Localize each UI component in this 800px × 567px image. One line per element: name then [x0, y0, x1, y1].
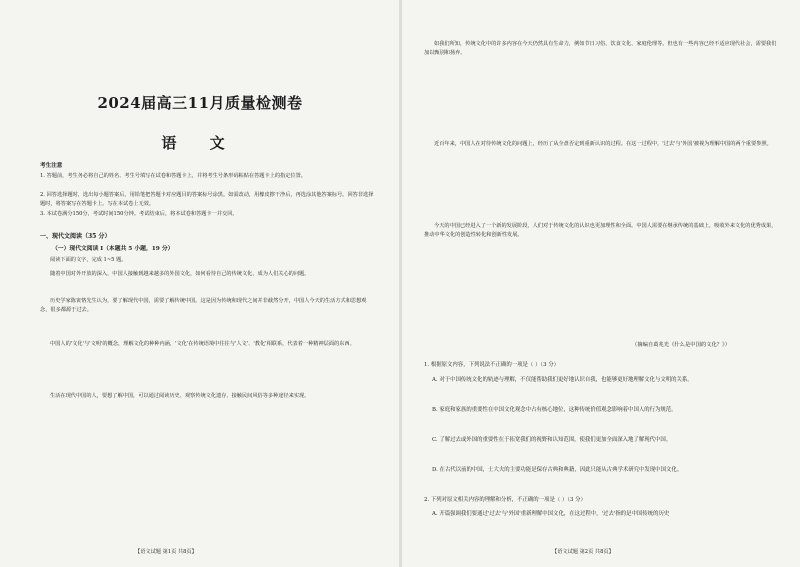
question-option[interactable]: A. 对于中国传统文化的轨迹与理解，不仅能帮助我们更好地认识自我，也能够更好地理解文化与文明的关系。	[432, 377, 693, 383]
subsection-heading: （一）现代文阅读 I（本题共 5 小题，19 分）	[52, 246, 174, 252]
passage-paragraph: 今天的中国已经进入了一个新的发展阶段，人们对于传统文化的认识也更加理性和全面。中国人需要在继承传统的基础上，吸收外来文化的优秀成果，推动中华文化的创造性转化和创新性发展。	[424, 223, 777, 238]
question-option[interactable]: C. 了解过去或外国的重要性在于拓宽我们的视野和认知范围，使我们更加全面深入地了解现代中国。	[432, 437, 672, 443]
instruction-text: 阅读下面的文字，完成 1~5 题。	[50, 257, 127, 263]
passage-paragraph: 生活在现代中国的人，要想了解中国，可以通过阅读历史、观察传统文化遗存、接触民间风俗等多种途径来实现。	[50, 393, 310, 399]
question-stem: 2. 下列对原文相关内容的理解和分析，不正确的一项是（ ）（3 分）	[424, 497, 586, 503]
source-citation: （摘编自葛兆光《什么是中国的文化？》）	[632, 342, 730, 348]
note-item: 3. 本试卷满分150分，考试时间150分钟。考试结束后，将本试卷和答题卡一并交回。	[40, 211, 238, 217]
question-option[interactable]: A. 开篇强调我们要通过'过去'与'外国'重新理解中国文化，在这过程中，'过去'指的是中国传统的历史	[432, 511, 670, 517]
note-item: 1. 答题前，考生务必将自己的姓名、考生号填写在试卷和答题卡上，并将考生号条形码粘贴在答题卡上的指定位置。	[40, 173, 306, 179]
notes-title: 考生注意	[40, 163, 63, 169]
section-heading: 一、现代文阅读（35 分）	[40, 233, 111, 240]
question-option[interactable]: D. 在古代以前的中国，士大夫的主要功能是保存古典和典籍，因此只能从古典学术研究中发现中国文化。	[432, 467, 683, 473]
passage-paragraph: 近百年来，中国人在对待传统文化的问题上，经历了从全盘否定到重新认识的过程。在这一过程中，'过去'与'外国'被视为理解中国的两个重要参照。	[434, 141, 772, 147]
passage-paragraph: 中国人的'文化'与'文明'的概念，理解文化的种种内涵，'文化'在传统语境中往往与'人文'、'教化'相联系，代表着一种精神层面的东西。	[50, 341, 355, 347]
passage-paragraph: 随着中国对外开放的深入，中国人接触到越来越多的外国文化，如何看待自己的传统文化，成为人们关心的问题。	[50, 271, 310, 277]
passage-paragraph: 如我们所知，传统文化中的许多内容在今天仍然具有生命力，例如节日习俗、饮食文化、家庭伦理等。但也有一些内容已经不适应现代社会，需要我们加以甄别和扬弃。	[424, 41, 777, 56]
question-option[interactable]: B. 家庭和家族的重要性在中国文化观念中占有核心地位，这种传统价值观念影响着中国人的行为规范。	[432, 407, 677, 413]
question-stem: 1. 根据原文内容，下列说法不正确的一项是（ ）（3 分）	[424, 362, 559, 368]
exam-title: 2024届高三11月质量检测卷	[97, 94, 303, 112]
passage-paragraph: 历史学家陈寅恪先生认为，要了解现代中国，需要了解传统中国。这是因为传统和现代之间并非截然分开，中国人今天的生活方式和思想观念，很多都源于过去。	[40, 298, 367, 313]
note-item: 2. 回答选择题时，选出每小题答案后，用铅笔把答题卡对应题目的答案标号涂黑。如需改动，用橡皮擦干净后，再选涂其他答案标号。回答非选择题时，将答案写在答题卡上。写在本试卷上无效。	[40, 192, 374, 207]
page-footer: 【语文试题 第2页 共8页】	[552, 549, 614, 555]
subject-title: 语 文	[161, 134, 239, 152]
page-two	[402, 0, 800, 567]
page-footer: 【语文试题 第1页 共8页】	[135, 549, 197, 555]
